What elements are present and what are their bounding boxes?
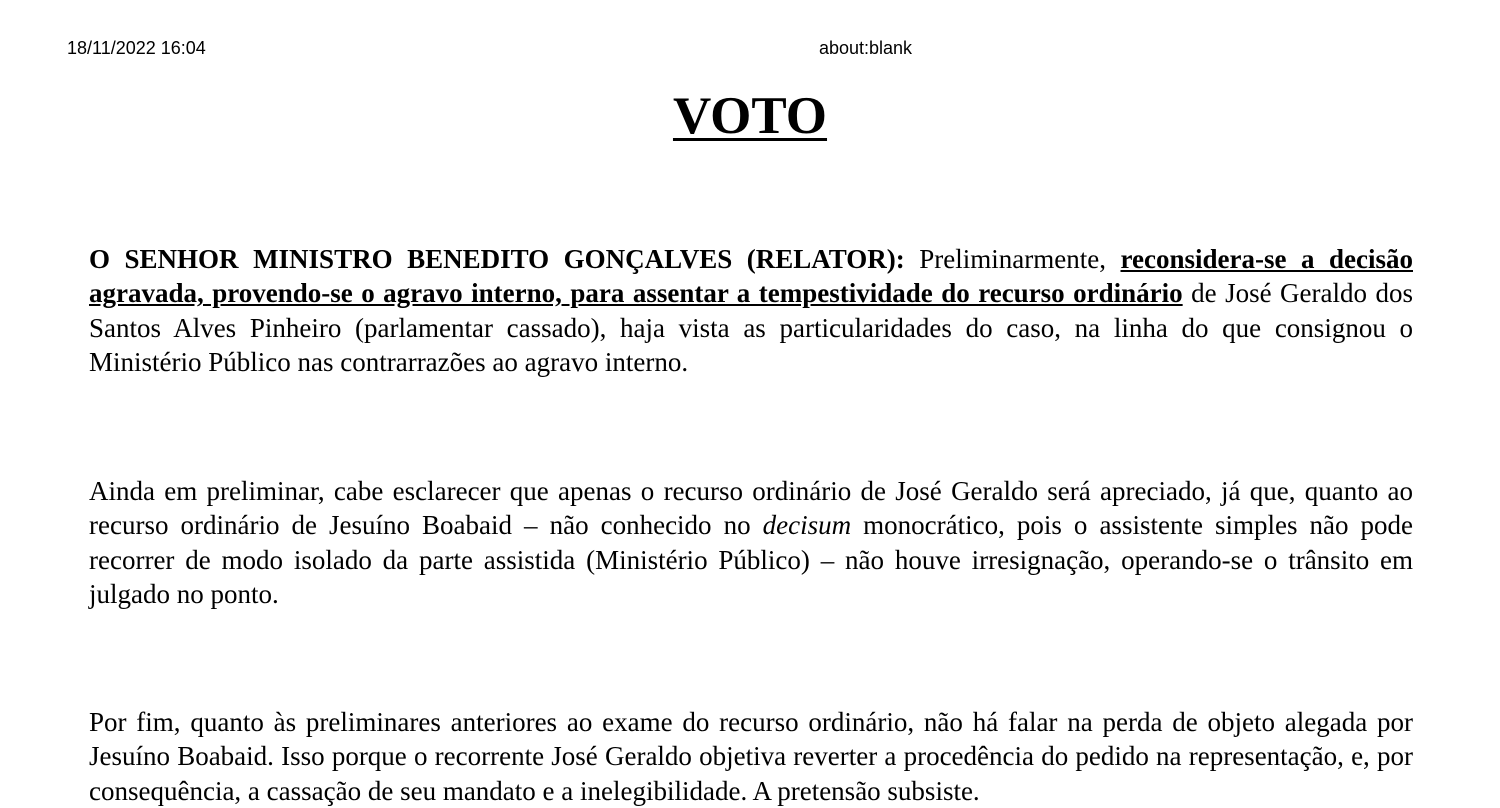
paragraph-2-before: Ainda em preliminar, cabe esclarecer que apenas o recurso ordinário de José Geraldo será apreciado, já que, quanto ao recurso ordinário de Jesuíno Boabaid – não conhecido no <box>89 476 1413 541</box>
paragraph-1-rest: de José Geraldo dos Santos Alves Pinheiro (parlamentar cassado), haja vista as particularidades do caso, na linha do que consignou o Ministério Público nas contrarrazões ao agravo interno. <box>89 278 1413 377</box>
paragraph-3 <box>89 705 1413 808</box>
paragraph-2 <box>89 474 1413 611</box>
paragraph-1-lead: Preliminarmente, <box>904 244 1121 274</box>
paragraph-1-emphasis: reconsidera-se a decisão agravada, provendo-se o agravo interno, para assentar a tempestividade do recurso ordinário <box>89 244 1413 309</box>
paragraph-1 <box>89 242 1413 379</box>
print-url: about:blank <box>818 38 913 58</box>
print-date: 18/11/2022 16:04 <box>67 38 206 58</box>
document-title-text: VOTO <box>672 87 828 145</box>
speaker-label: O SENHOR MINISTRO BENEDITO GONÇALVES (RELATOR): <box>89 244 905 274</box>
paragraph-3-text: Por fim, quanto às preliminares anteriores ao exame do recurso ordinário, não há falar na perda de objeto alegada por Jesuíno Boabaid. Isso porque o recorrente José Geraldo objetiva reverter a procedência do pedido na representação, e, por consequência, a cassação de seu mandato e a inelegibilidade. A pretensão subsiste. <box>89 707 1413 806</box>
print-header <box>0 38 1500 60</box>
document-title <box>0 86 1500 146</box>
paragraph-2-after: monocrático, pois o assistente simples não pode recorrer de modo isolado da parte assistida (Ministério Público) – não houve irresignação, operando-se o trânsito em julgado no ponto. <box>89 510 1413 609</box>
paragraph-2-italic: decisum <box>762 510 852 541</box>
